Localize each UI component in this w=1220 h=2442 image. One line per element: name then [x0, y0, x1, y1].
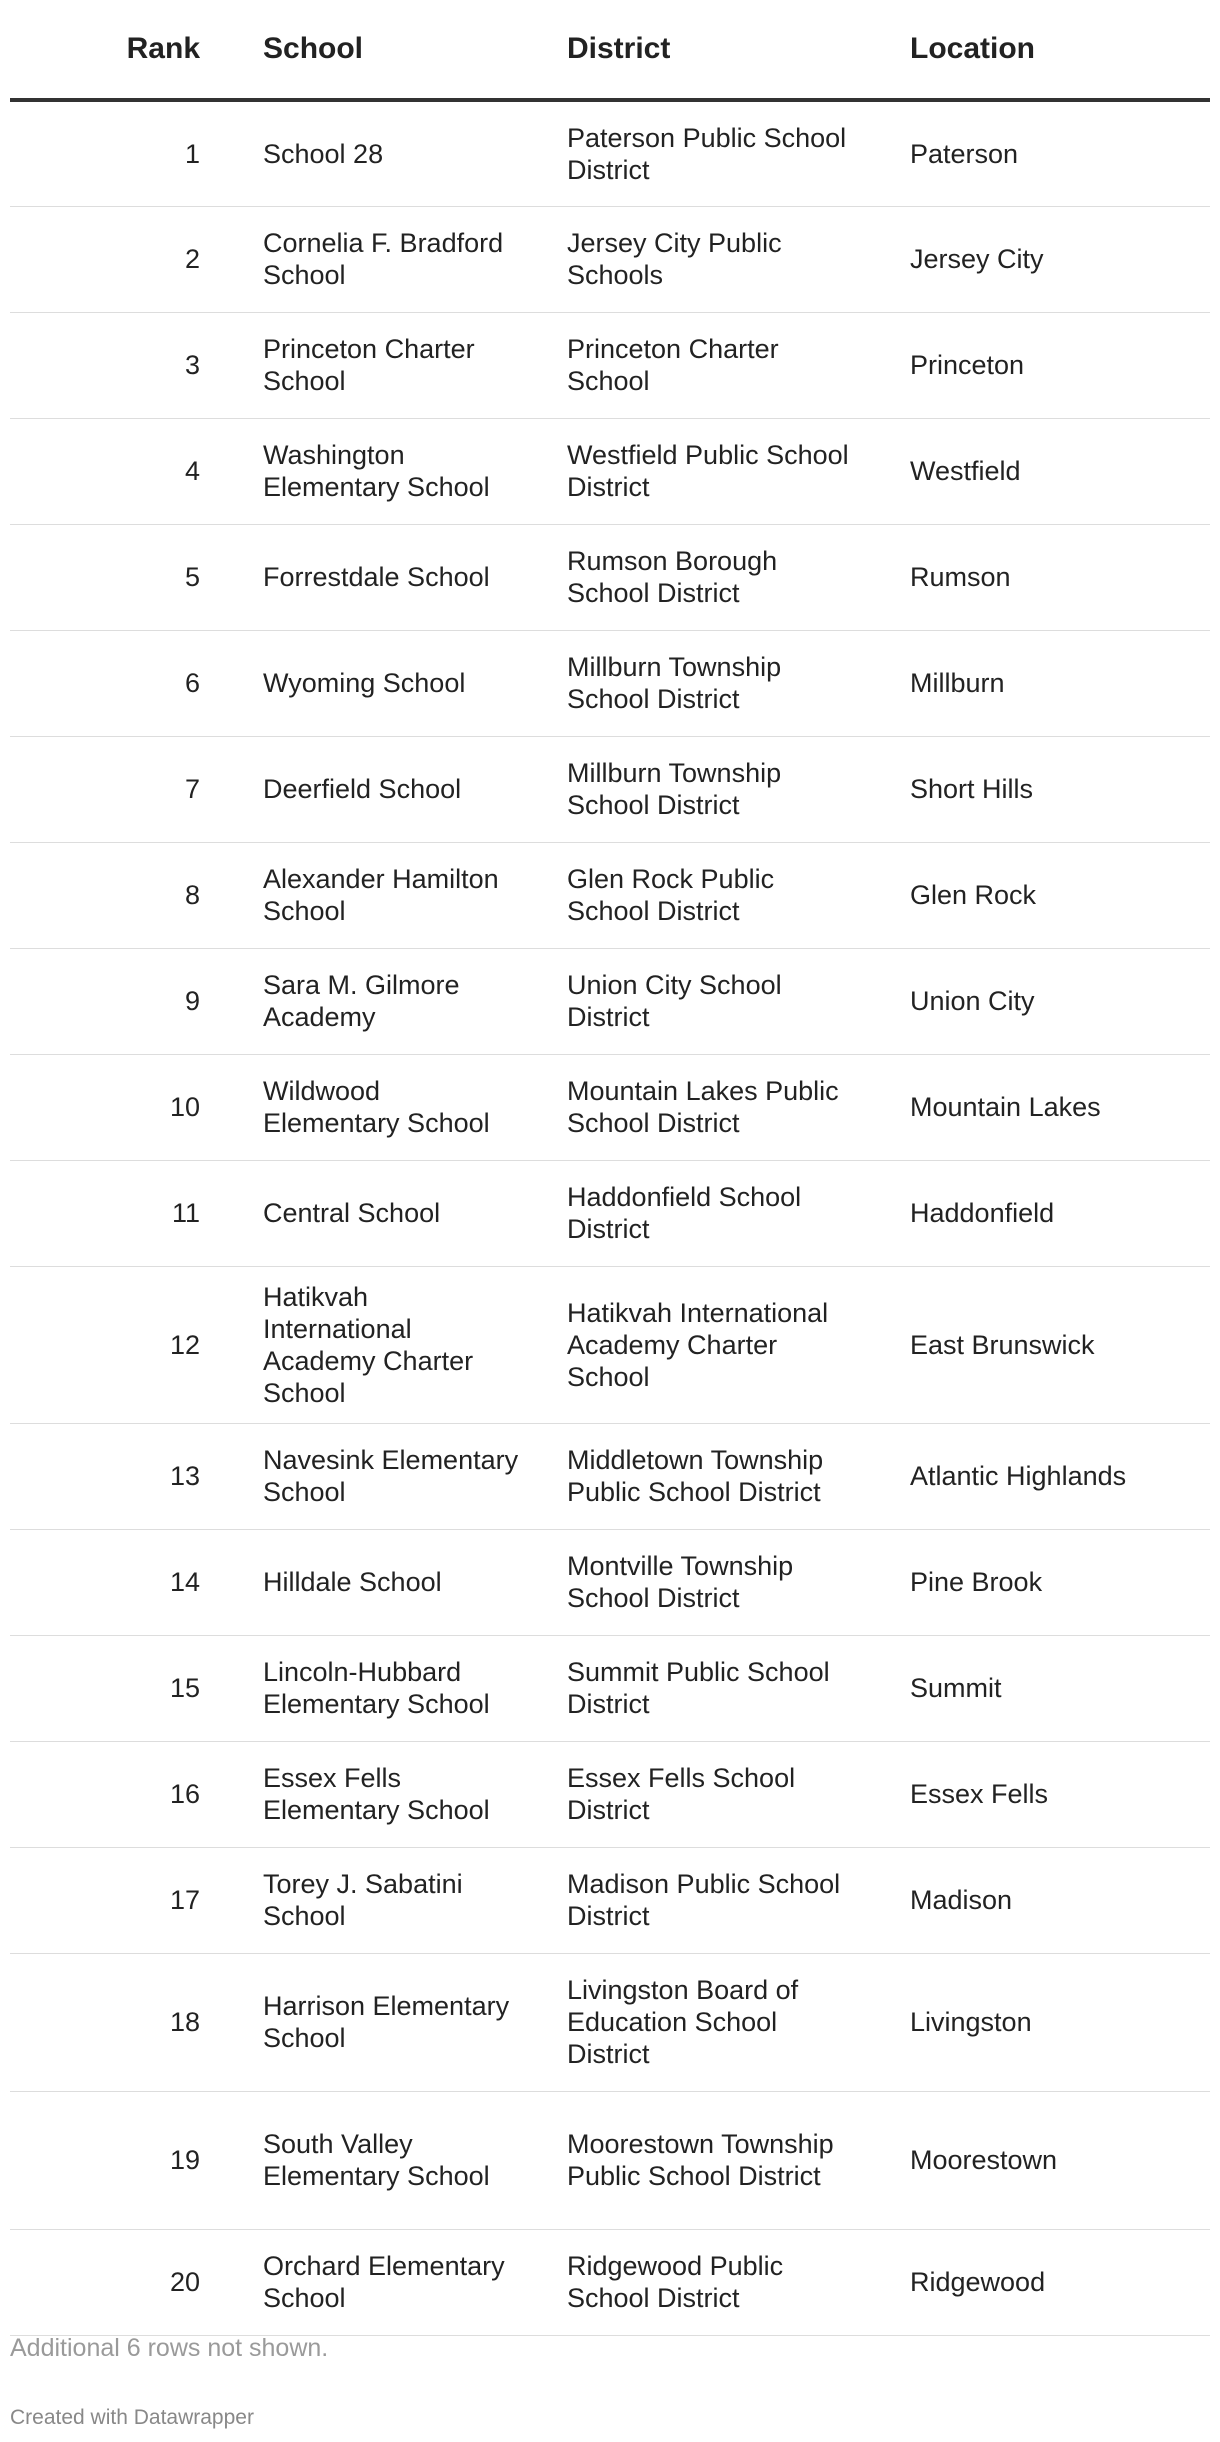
table-row: [10, 206, 1210, 312]
location-cell: [886, 206, 1210, 312]
location-value: Glen Rock: [910, 880, 1037, 910]
school-value: Essex Fells Elementary School: [263, 1763, 490, 1825]
rank-cell: [10, 2229, 200, 2335]
rank-cell: [10, 1953, 200, 2091]
location-value: Rumson: [910, 562, 1011, 592]
column-header-district-label: District: [567, 32, 671, 65]
location-cell: [886, 100, 1210, 206]
column-header-rank-label: Rank: [126, 32, 200, 65]
district-value: Princeton Charter School: [567, 334, 779, 396]
rank-cell: [10, 100, 200, 206]
location-cell: [886, 418, 1210, 524]
school-value: Navesink Elementary School: [263, 1445, 519, 1507]
district-value: Union City School District: [567, 970, 782, 1032]
rank-value: 17: [169, 1885, 200, 1915]
school-cell: [200, 842, 543, 948]
district-cell: [543, 1741, 886, 1847]
district-cell: [543, 418, 886, 524]
district-cell: [543, 2229, 886, 2335]
location-cell: [886, 1741, 1210, 1847]
location-value: Summit: [910, 1673, 1002, 1703]
table-row: [10, 312, 1210, 418]
rank-value: 5: [184, 562, 200, 592]
district-cell: [543, 948, 886, 1054]
school-cell: [200, 1423, 543, 1529]
district-cell: [543, 100, 886, 206]
rank-cell: [10, 418, 200, 524]
location-value: Short Hills: [910, 774, 1034, 804]
district-value: Moorestown Township Public School District: [567, 2129, 834, 2191]
district-cell: [543, 1054, 886, 1160]
district-cell: [543, 842, 886, 948]
school-cell: [200, 736, 543, 842]
table-row: [10, 1635, 1210, 1741]
location-cell: [886, 524, 1210, 630]
school-value: Wyoming School: [263, 668, 466, 698]
rankings-table-container: [10, 0, 1210, 2336]
rank-cell: [10, 1635, 200, 1741]
location-value: Westfield: [910, 456, 1021, 486]
rank-value: 10: [169, 1092, 200, 1122]
district-value: Madison Public School District: [567, 1869, 841, 1931]
table-body: [10, 100, 1210, 2335]
rank-cell: [10, 1847, 200, 1953]
school-value: Central School: [263, 1198, 441, 1228]
school-value: Sara M. Gilmore Academy: [263, 970, 460, 1032]
table-row: [10, 948, 1210, 1054]
district-cell: [543, 1635, 886, 1741]
table-row: [10, 1266, 1210, 1423]
rank-cell: [10, 630, 200, 736]
school-value: Deerfield School: [263, 774, 462, 804]
header-row: [10, 0, 1210, 100]
location-value: Haddonfield: [910, 1198, 1055, 1228]
location-value: Pine Brook: [910, 1567, 1043, 1597]
rank-cell: [10, 1054, 200, 1160]
rank-value: 12: [169, 1329, 200, 1360]
location-value: Essex Fells: [910, 1779, 1049, 1809]
location-value: Millburn: [910, 668, 1005, 698]
district-value: Ridgewood Public School District: [567, 2251, 784, 2313]
school-cell: [200, 948, 543, 1054]
district-cell: [543, 1423, 886, 1529]
district-value: Mountain Lakes Public School District: [567, 1076, 839, 1138]
location-value: Atlantic Highlands: [910, 1461, 1127, 1491]
school-cell: [200, 312, 543, 418]
school-cell: [200, 2091, 543, 2229]
district-value: Middletown Township Public School District: [567, 1445, 824, 1507]
district-cell: [543, 1266, 886, 1423]
district-value: Essex Fells School District: [567, 1763, 796, 1825]
rank-cell: [10, 1266, 200, 1423]
school-cell: [200, 206, 543, 312]
column-header-location[interactable]: [886, 0, 1210, 100]
district-value: Haddonfield School District: [567, 1182, 802, 1244]
school-value: Harrison Elementary School: [263, 1991, 510, 2053]
location-cell: [886, 1054, 1210, 1160]
school-value: School 28: [263, 138, 384, 169]
school-cell: [200, 630, 543, 736]
location-cell: [886, 312, 1210, 418]
column-header-rank[interactable]: [10, 0, 200, 100]
rank-value: 11: [171, 1198, 200, 1228]
school-value: Forrestdale School: [263, 562, 490, 592]
rank-value: 7: [184, 774, 200, 804]
table-header: [10, 0, 1210, 100]
school-value: Orchard Elementary School: [263, 2251, 505, 2313]
district-value: Summit Public School District: [567, 1657, 830, 1719]
school-value: Hatikvah International Academy Charter School: [263, 1281, 474, 1408]
rank-value: 6: [184, 668, 200, 698]
school-cell: [200, 1266, 543, 1423]
location-cell: [886, 2091, 1210, 2229]
district-cell: [543, 206, 886, 312]
district-value: Westfield Public School District: [567, 440, 849, 502]
location-value: East Brunswick: [910, 1329, 1095, 1360]
table-row: [10, 2091, 1210, 2229]
table-row: [10, 630, 1210, 736]
column-header-location-label: Location: [910, 32, 1035, 65]
district-cell: [543, 2091, 886, 2229]
location-cell: [886, 1953, 1210, 2091]
school-value: Washington Elementary School: [263, 440, 490, 502]
school-cell: [200, 1953, 543, 2091]
table-row: [10, 1423, 1210, 1529]
district-value: Glen Rock Public School District: [567, 864, 775, 926]
rank-value: 20: [169, 2267, 200, 2297]
rank-value: 3: [184, 350, 200, 380]
school-cell: [200, 1741, 543, 1847]
table-notes: Additional 6 rows not shown.: [10, 2334, 329, 2362]
district-value: Millburn Township School District: [567, 652, 782, 714]
table-row: [10, 842, 1210, 948]
rank-value: 9: [184, 986, 200, 1016]
table-row: [10, 1160, 1210, 1266]
district-cell: [543, 630, 886, 736]
school-cell: [200, 2229, 543, 2335]
district-value: Millburn Township School District: [567, 758, 782, 820]
school-cell: [200, 1847, 543, 1953]
district-cell: [543, 1953, 886, 2091]
rank-cell: [10, 2091, 200, 2229]
rank-value: 16: [169, 1779, 200, 1809]
rankings-table: [10, 0, 1210, 2336]
column-header-district[interactable]: [543, 0, 886, 100]
school-cell: [200, 1635, 543, 1741]
rank-value: 13: [169, 1461, 200, 1491]
school-value: Princeton Charter School: [263, 334, 475, 396]
location-value: Madison: [910, 1885, 1013, 1915]
rank-cell: [10, 1529, 200, 1635]
school-value: Torey J. Sabatini School: [263, 1869, 463, 1931]
district-cell: [543, 736, 886, 842]
district-value: Hatikvah International Academy Charter School: [567, 1297, 829, 1392]
rank-value: 14: [169, 1567, 200, 1597]
location-cell: [886, 1423, 1210, 1529]
school-value: Lincoln-Hubbard Elementary School: [263, 1657, 490, 1719]
location-cell: [886, 1635, 1210, 1741]
column-header-school[interactable]: [200, 0, 543, 100]
district-cell: [543, 1160, 886, 1266]
district-value: Montville Township School District: [567, 1551, 794, 1613]
datawrapper-credit: Created with Datawrapper: [10, 2406, 254, 2429]
rank-cell: [10, 1741, 200, 1847]
table-row: [10, 1529, 1210, 1635]
table-row: [10, 2229, 1210, 2335]
rank-value: 15: [169, 1673, 200, 1703]
district-value: Rumson Borough School District: [567, 546, 778, 608]
table-row: [10, 1741, 1210, 1847]
school-value: Wildwood Elementary School: [263, 1076, 490, 1138]
column-header-school-label: School: [263, 32, 364, 65]
district-cell: [543, 312, 886, 418]
location-cell: [886, 2229, 1210, 2335]
location-cell: [886, 948, 1210, 1054]
rank-value: 4: [184, 456, 200, 486]
location-value: Paterson: [910, 138, 1019, 169]
school-cell: [200, 524, 543, 630]
rank-value: 1: [184, 138, 200, 169]
table-row: [10, 1847, 1210, 1953]
location-value: Mountain Lakes: [910, 1092, 1101, 1122]
school-cell: [200, 1529, 543, 1635]
rank-value: 2: [184, 244, 200, 274]
table-row: [10, 1953, 1210, 2091]
location-value: Moorestown: [910, 2145, 1058, 2175]
location-value: Livingston: [910, 2007, 1032, 2037]
location-cell: [886, 842, 1210, 948]
school-value: Hilldale School: [263, 1567, 442, 1597]
location-cell: [886, 1266, 1210, 1423]
location-value: Princeton: [910, 350, 1025, 380]
location-value: Ridgewood: [910, 2267, 1046, 2297]
rank-cell: [10, 1423, 200, 1529]
table-row: [10, 100, 1210, 206]
location-cell: [886, 1160, 1210, 1266]
table-row: [10, 418, 1210, 524]
rank-value: 19: [169, 2145, 200, 2175]
location-cell: [886, 630, 1210, 736]
school-cell: [200, 100, 543, 206]
location-cell: [886, 1529, 1210, 1635]
rank-cell: [10, 948, 200, 1054]
rank-cell: [10, 736, 200, 842]
school-value: South Valley Elementary School: [263, 2129, 490, 2191]
location-cell: [886, 1847, 1210, 1953]
table-row: [10, 736, 1210, 842]
district-value: Jersey City Public Schools: [567, 228, 782, 290]
school-cell: [200, 418, 543, 524]
district-cell: [543, 1847, 886, 1953]
district-cell: [543, 1529, 886, 1635]
school-value: Cornelia F. Bradford School: [263, 228, 504, 290]
table-row: [10, 524, 1210, 630]
school-cell: [200, 1054, 543, 1160]
district-value: Livingston Board of Education School District: [567, 1975, 799, 2069]
rank-cell: [10, 312, 200, 418]
rank-cell: [10, 1160, 200, 1266]
location-value: Union City: [910, 986, 1035, 1016]
location-value: Jersey City: [910, 244, 1044, 274]
school-value: Alexander Hamilton School: [263, 864, 499, 926]
rank-value: 18: [169, 2007, 200, 2037]
rank-value: 8: [184, 880, 200, 910]
rank-cell: [10, 842, 200, 948]
rank-cell: [10, 524, 200, 630]
table-row: [10, 1054, 1210, 1160]
district-cell: [543, 524, 886, 630]
location-cell: [886, 736, 1210, 842]
school-cell: [200, 1160, 543, 1266]
district-value: Paterson Public School District: [567, 122, 847, 185]
rank-cell: [10, 206, 200, 312]
